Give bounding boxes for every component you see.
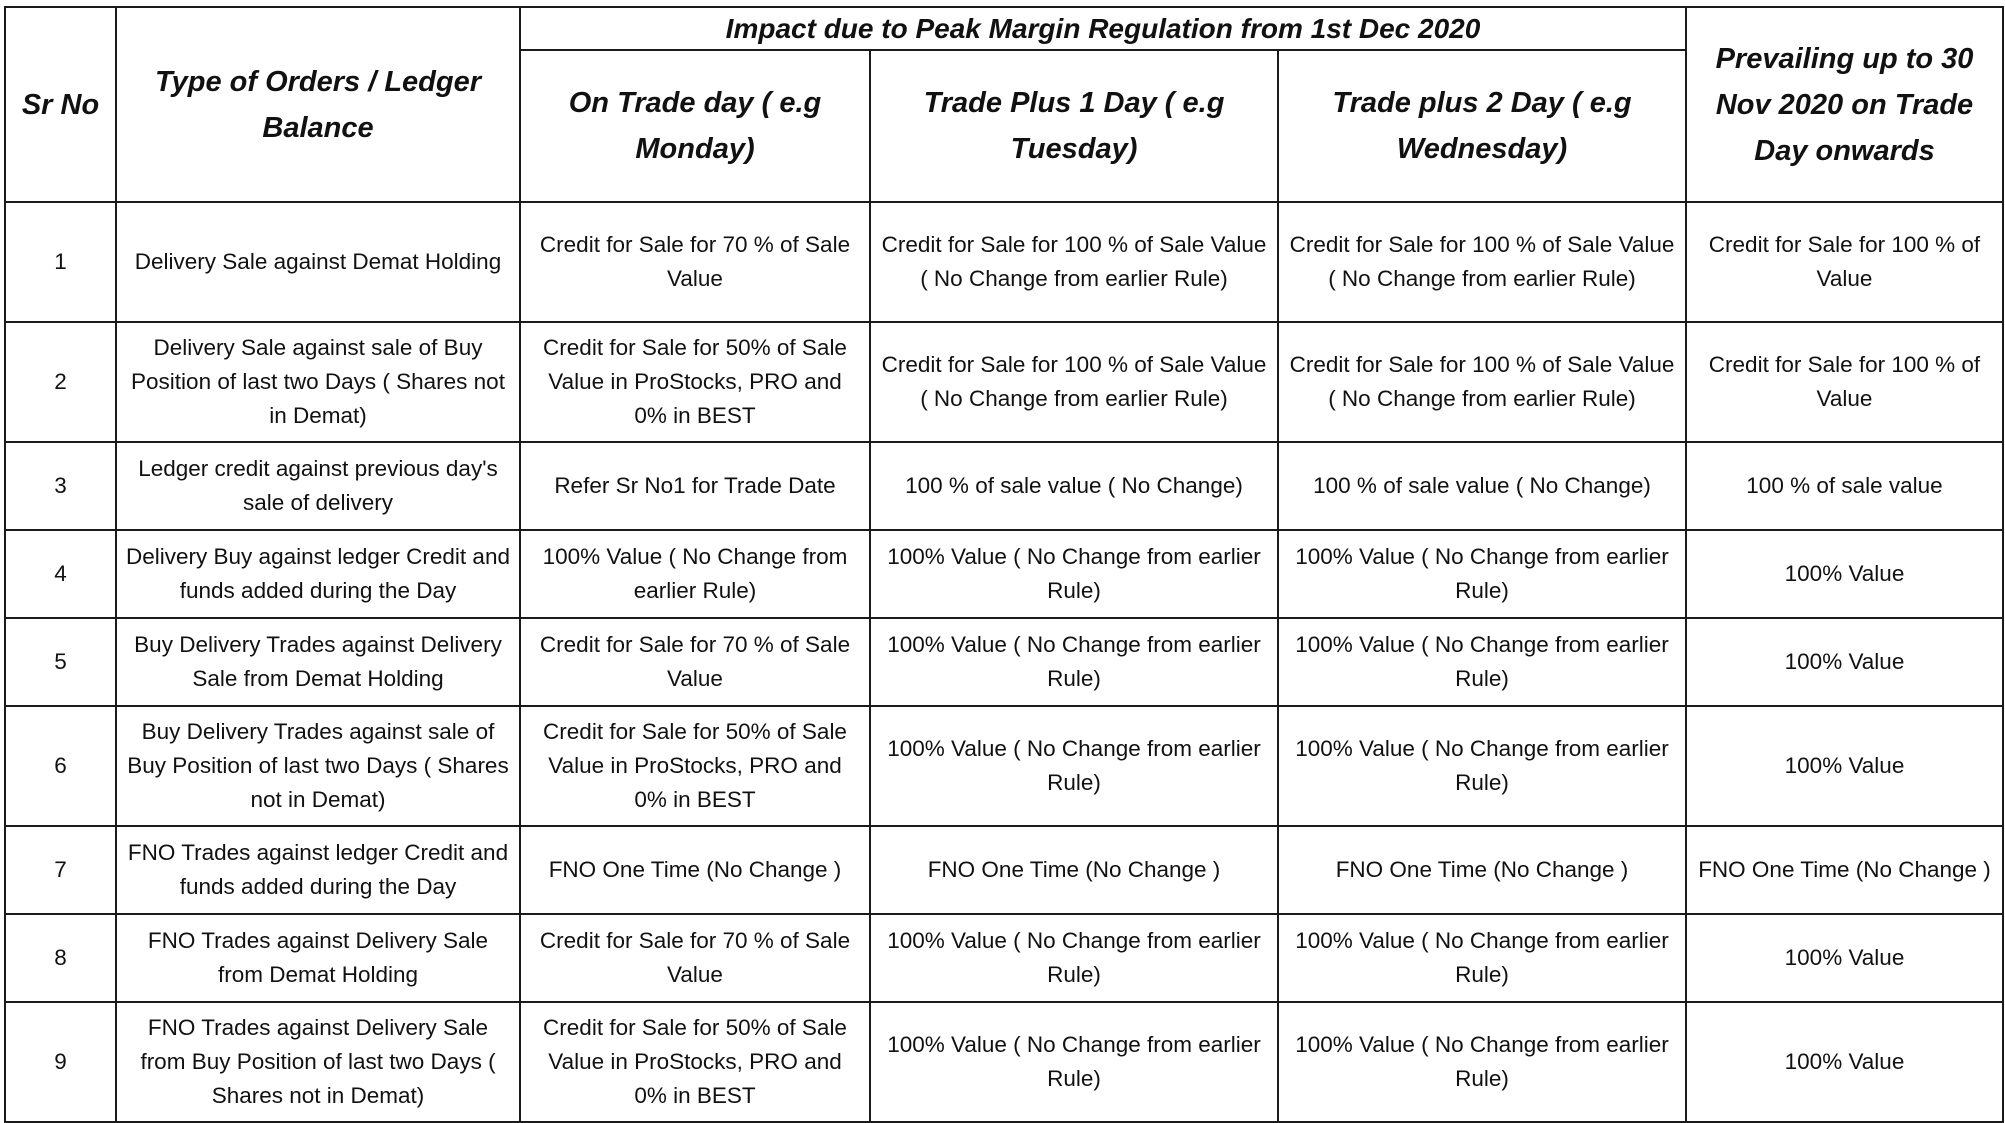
cell-trade-plus-2: 100% Value ( No Change from earlier Rule) — [1278, 706, 1686, 826]
cell-prevailing: 100% Value — [1686, 1002, 2003, 1122]
cell-type: Buy Delivery Trades against Delivery Sale from Demat Holding — [116, 618, 520, 706]
cell-on-trade-day: Credit for Sale for 50% of Sale Value in ProStocks, PRO and 0% in BEST — [520, 322, 870, 442]
table-body — [5, 202, 2003, 1122]
table-row — [5, 442, 2003, 530]
table-row — [5, 618, 2003, 706]
cell-trade-plus-1: FNO One Time (No Change ) — [870, 826, 1278, 914]
table-row — [5, 202, 2003, 322]
cell-trade-plus-2: Credit for Sale for 100 % of Sale Value ( No Change from earlier Rule) — [1278, 322, 1686, 442]
table-row — [5, 530, 2003, 618]
peak-margin-table — [4, 6, 2004, 1123]
cell-sr: 6 — [5, 706, 116, 826]
cell-type: Delivery Sale against sale of Buy Position of last two Days ( Shares not in Demat) — [116, 322, 520, 442]
header-trade-plus-2: Trade plus 2 Day ( e.g Wednesday) — [1278, 50, 1686, 202]
cell-trade-plus-1: 100% Value ( No Change from earlier Rule) — [870, 914, 1278, 1002]
cell-prevailing: 100% Value — [1686, 914, 2003, 1002]
cell-trade-plus-1: Credit for Sale for 100 % of Sale Value ( No Change from earlier Rule) — [870, 202, 1278, 322]
cell-trade-plus-2: 100% Value ( No Change from earlier Rule) — [1278, 618, 1686, 706]
cell-sr: 5 — [5, 618, 116, 706]
table-row — [5, 1002, 2003, 1122]
cell-on-trade-day: FNO One Time (No Change ) — [520, 826, 870, 914]
cell-prevailing: FNO One Time (No Change ) — [1686, 826, 2003, 914]
cell-sr: 7 — [5, 826, 116, 914]
cell-on-trade-day: Credit for Sale for 50% of Sale Value in ProStocks, PRO and 0% in BEST — [520, 706, 870, 826]
header-on-trade-day: On Trade day ( e.g Monday) — [520, 50, 870, 202]
cell-prevailing: 100% Value — [1686, 706, 2003, 826]
cell-on-trade-day: 100% Value ( No Change from earlier Rule) — [520, 530, 870, 618]
header-impact-group: Impact due to Peak Margin Regulation from 1st Dec 2020 — [520, 7, 1686, 50]
cell-trade-plus-2: Credit for Sale for 100 % of Sale Value ( No Change from earlier Rule) — [1278, 202, 1686, 322]
cell-trade-plus-1: 100% Value ( No Change from earlier Rule) — [870, 1002, 1278, 1122]
cell-trade-plus-2: 100% Value ( No Change from earlier Rule) — [1278, 530, 1686, 618]
cell-trade-plus-1: 100 % of sale value ( No Change) — [870, 442, 1278, 530]
cell-type: FNO Trades against Delivery Sale from Demat Holding — [116, 914, 520, 1002]
cell-type: Buy Delivery Trades against sale of Buy Position of last two Days ( Shares not in Demat) — [116, 706, 520, 826]
header-type-of-orders: Type of Orders / Ledger Balance — [116, 7, 520, 202]
cell-prevailing: Credit for Sale for 100 % of Value — [1686, 202, 2003, 322]
cell-type: Delivery Sale against Demat Holding — [116, 202, 520, 322]
cell-on-trade-day: Credit for Sale for 50% of Sale Value in ProStocks, PRO and 0% in BEST — [520, 1002, 870, 1122]
header-sr-no: Sr No — [5, 7, 116, 202]
cell-sr: 1 — [5, 202, 116, 322]
header-row-top — [5, 7, 2003, 50]
cell-trade-plus-2: 100% Value ( No Change from earlier Rule) — [1278, 914, 1686, 1002]
table-row — [5, 826, 2003, 914]
table-header — [5, 7, 2003, 202]
cell-on-trade-day: Credit for Sale for 70 % of Sale Value — [520, 914, 870, 1002]
header-trade-plus-1: Trade Plus 1 Day ( e.g Tuesday) — [870, 50, 1278, 202]
cell-prevailing: 100% Value — [1686, 618, 2003, 706]
cell-trade-plus-1: 100% Value ( No Change from earlier Rule) — [870, 530, 1278, 618]
cell-type: Delivery Buy against ledger Credit and funds added during the Day — [116, 530, 520, 618]
cell-trade-plus-1: 100% Value ( No Change from earlier Rule) — [870, 618, 1278, 706]
cell-trade-plus-1: Credit for Sale for 100 % of Sale Value ( No Change from earlier Rule) — [870, 322, 1278, 442]
cell-trade-plus-2: FNO One Time (No Change ) — [1278, 826, 1686, 914]
cell-sr: 4 — [5, 530, 116, 618]
table-row — [5, 322, 2003, 442]
table-row — [5, 914, 2003, 1002]
table-row — [5, 706, 2003, 826]
cell-on-trade-day: Credit for Sale for 70 % of Sale Value — [520, 202, 870, 322]
cell-sr: 2 — [5, 322, 116, 442]
cell-prevailing: 100% Value — [1686, 530, 2003, 618]
cell-trade-plus-2: 100% Value ( No Change from earlier Rule) — [1278, 1002, 1686, 1122]
cell-sr: 8 — [5, 914, 116, 1002]
cell-type: Ledger credit against previous day's sale of delivery — [116, 442, 520, 530]
cell-type: FNO Trades against Delivery Sale from Buy Position of last two Days ( Shares not in Demat) — [116, 1002, 520, 1122]
cell-sr: 3 — [5, 442, 116, 530]
cell-prevailing: 100 % of sale value — [1686, 442, 2003, 530]
cell-trade-plus-2: 100 % of sale value ( No Change) — [1278, 442, 1686, 530]
cell-type: FNO Trades against ledger Credit and funds added during the Day — [116, 826, 520, 914]
header-prevailing: Prevailing up to 30 Nov 2020 on Trade Day onwards — [1686, 7, 2003, 202]
cell-sr: 9 — [5, 1002, 116, 1122]
cell-trade-plus-1: 100% Value ( No Change from earlier Rule) — [870, 706, 1278, 826]
cell-prevailing: Credit for Sale for 100 % of Value — [1686, 322, 2003, 442]
cell-on-trade-day: Credit for Sale for 70 % of Sale Value — [520, 618, 870, 706]
cell-on-trade-day: Refer Sr No1 for Trade Date — [520, 442, 870, 530]
